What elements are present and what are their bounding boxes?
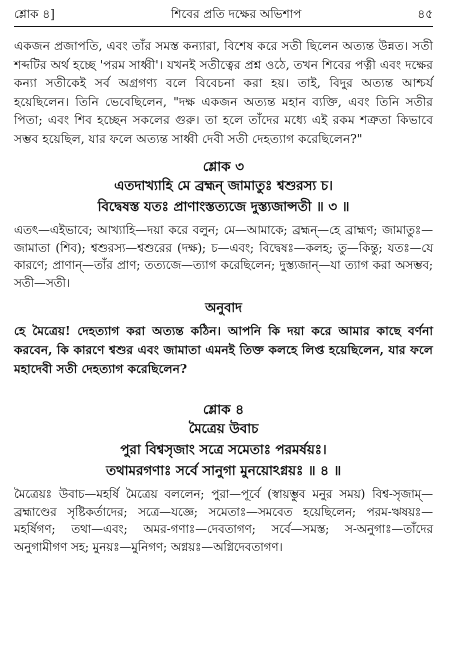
verse-4-line-1: পুরা বিশ্বসৃজাং সত্রে সমেতাঃ পরমর্ষয়ঃ।: [120, 442, 327, 458]
verse-3-synonyms: এতৎ—এইভাবে; আখ্যাহি—দয়া করে বলুন; মে—আমাকে; ব্রহ্মন্—হে ব্রাহ্মণ; জামাতুঃ—জামাতা (শিব); শ্বশুরস্য—শ্বশুরের (দক্ষ); চ—এবং; বিদ্বেষঃ—কলহ; তু—কিন্তু; যতঃ—যে কারণে; প্রাণান্—তাঁর প্রাণ; তত্যজে—ত্যাগ করেছিলেন; দুস্ত্যজান্—যা ত্যাগ করা অসম্ভব; সতী—সতী।: [14, 223, 433, 290]
header-chapter-title: শিবের প্রতি দক্ষের অভিশাপ: [170, 7, 302, 21]
verse-3-line-1: এতদাখ্যাহি মে ব্রহ্মন্ জামাতুঃ শ্বশুরস্য চ।: [114, 178, 333, 194]
verse-4-title: শ্লোক ৪: [202, 402, 245, 418]
header-rule: [14, 26, 433, 27]
verse-3-translation: হে মৈত্রেয়! দেহত্যাগ করা অত্যন্ত কঠিন। আপনি কি দয়া করে আমার কাছে বর্ণনা করবেন, কি কারণে শ্বশুর এবং জামাতা এমনই তিক্ত কলহে লিপ্ত হয়েছিলেন, যার ফলে মহাদেবী সতী দেহত্যাগ করেছিলেন?: [14, 324, 433, 376]
running-header: [14, 6, 433, 24]
verse-3-line-2: বিদ্বেষস্ত যতঃ প্রাণাংস্তত্যজে দুস্ত্যজান্সতী ॥ ৩ ॥: [97, 199, 350, 215]
page-number: ৪৫: [417, 7, 433, 21]
verse-4-synonyms: মৈত্রেয়ঃ উবাচ—মহর্ষি মৈত্রেয় বললেন; পুরা—পূর্বে (স্বায়ম্ভুব মনুর সময়) বিশ্ব-সৃজাম্—ব্রহ্মাণ্ডের সৃষ্টিকর্তাদের; সত্রে—যজ্ঞে; সমেতাঃ—সমবেত হয়েছিলেন; পরম-ঋষয়ঃ—মহর্ষিগণ; তথা—এবং; অমর-গণাঃ—দেবতাগণ; সর্বে—সমস্ত; স-অনুগাঃ—তাঁদের অনুগামীগণ সহ; মুনয়ঃ—মুনিগণ; অগ্নয়ঃ—অগ্নিদেবতাগণ।: [14, 487, 433, 554]
verse-3-title: শ্লোক ৩: [202, 159, 245, 175]
purport-paragraph: একজন প্রজাপতি, এবং তাঁর সমস্ত কন্যারা, বিশেষ করে সতী ছিলেন অত্যন্ত উন্নত। সতী শব্দটির অর্থ হচ্ছে 'পরম সাধ্বী'। যখনই সতীত্বের প্রশ্ন ওঠে, তখন শিবের পত্নী এবং দক্ষের কন্যা সতীকেই সর্ব অগ্রগণ্য বলে বিবেচনা করা হয়। তাই, বিদুর অত্যন্ত আশ্চর্য হয়েছিলেন। তিনি ভেবেছিলেন, "দক্ষ একজন অত্যন্ত মহান ব্যক্তি, এবং তিনি সতীর পিতা; এবং শিব হচ্ছেন সকলের গুরু। তা হলে তাঁদের মধ্যে এই রকম শত্রুতা কিভাবে সম্ভব হয়েছিল, যার ফলে অত্যন্ত সাধ্বী দেবী সতী দেহত্যাগ করেছিলেন?": [14, 39, 433, 146]
translation-heading: অনুবাদ: [205, 301, 242, 316]
verse-4-speaker: মৈত্রেয় উবাচ: [188, 421, 259, 437]
header-verse-ref: শ্লোক ৪]: [14, 7, 55, 21]
verse-4-line-2: তথামরগণাঃ সর্বে সানুগা মুনয়োঽগ্নয়ঃ ॥ ৪ ॥: [105, 463, 342, 479]
